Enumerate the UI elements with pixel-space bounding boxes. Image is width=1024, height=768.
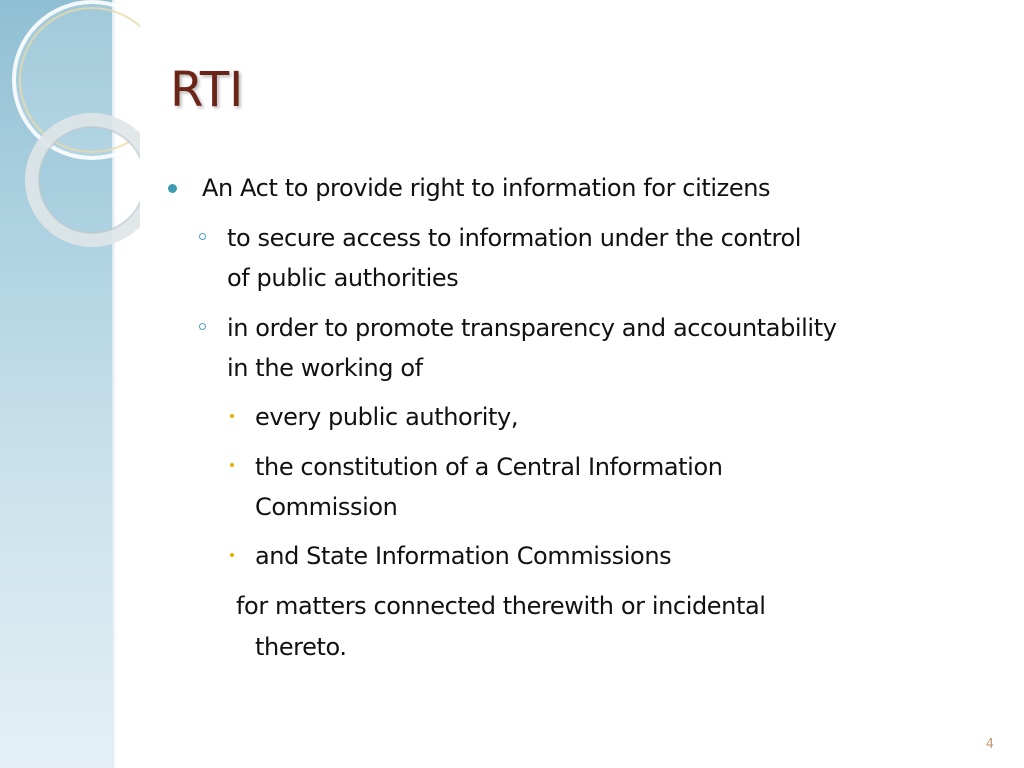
bullet-text-5: the constitution of a Central Information <box>255 453 723 481</box>
bullet-text-3-continuation: in the working of <box>227 354 423 382</box>
closing-text-continuation: thereto. <box>255 633 347 661</box>
bullet-text-4: every public authority, <box>255 403 519 431</box>
level-3-bullet-icon <box>230 553 234 557</box>
slide-number: 4 <box>985 737 994 752</box>
bullet-text-5-continuation: Commission <box>255 493 398 521</box>
bullet-text-6: and State Information Commissions <box>255 542 672 570</box>
bullet-text-1: An Act to provide right to information for citizens <box>202 174 771 202</box>
level-1-bullet-icon <box>168 184 177 193</box>
closing-text: for matters connected therewith or incidental <box>236 592 766 620</box>
level-3-bullet-icon <box>230 414 234 418</box>
bullet-text-3: in order to promote transparency and accountability <box>227 314 837 342</box>
level-2-bullet-icon <box>199 233 206 240</box>
bullet-text-2: to secure access to information under the control <box>227 224 802 252</box>
slide-title: RTI <box>170 62 244 118</box>
bullet-text-2-continuation: of public authorities <box>227 264 459 292</box>
level-2-bullet-icon <box>199 323 206 330</box>
level-3-bullet-icon <box>230 463 234 467</box>
